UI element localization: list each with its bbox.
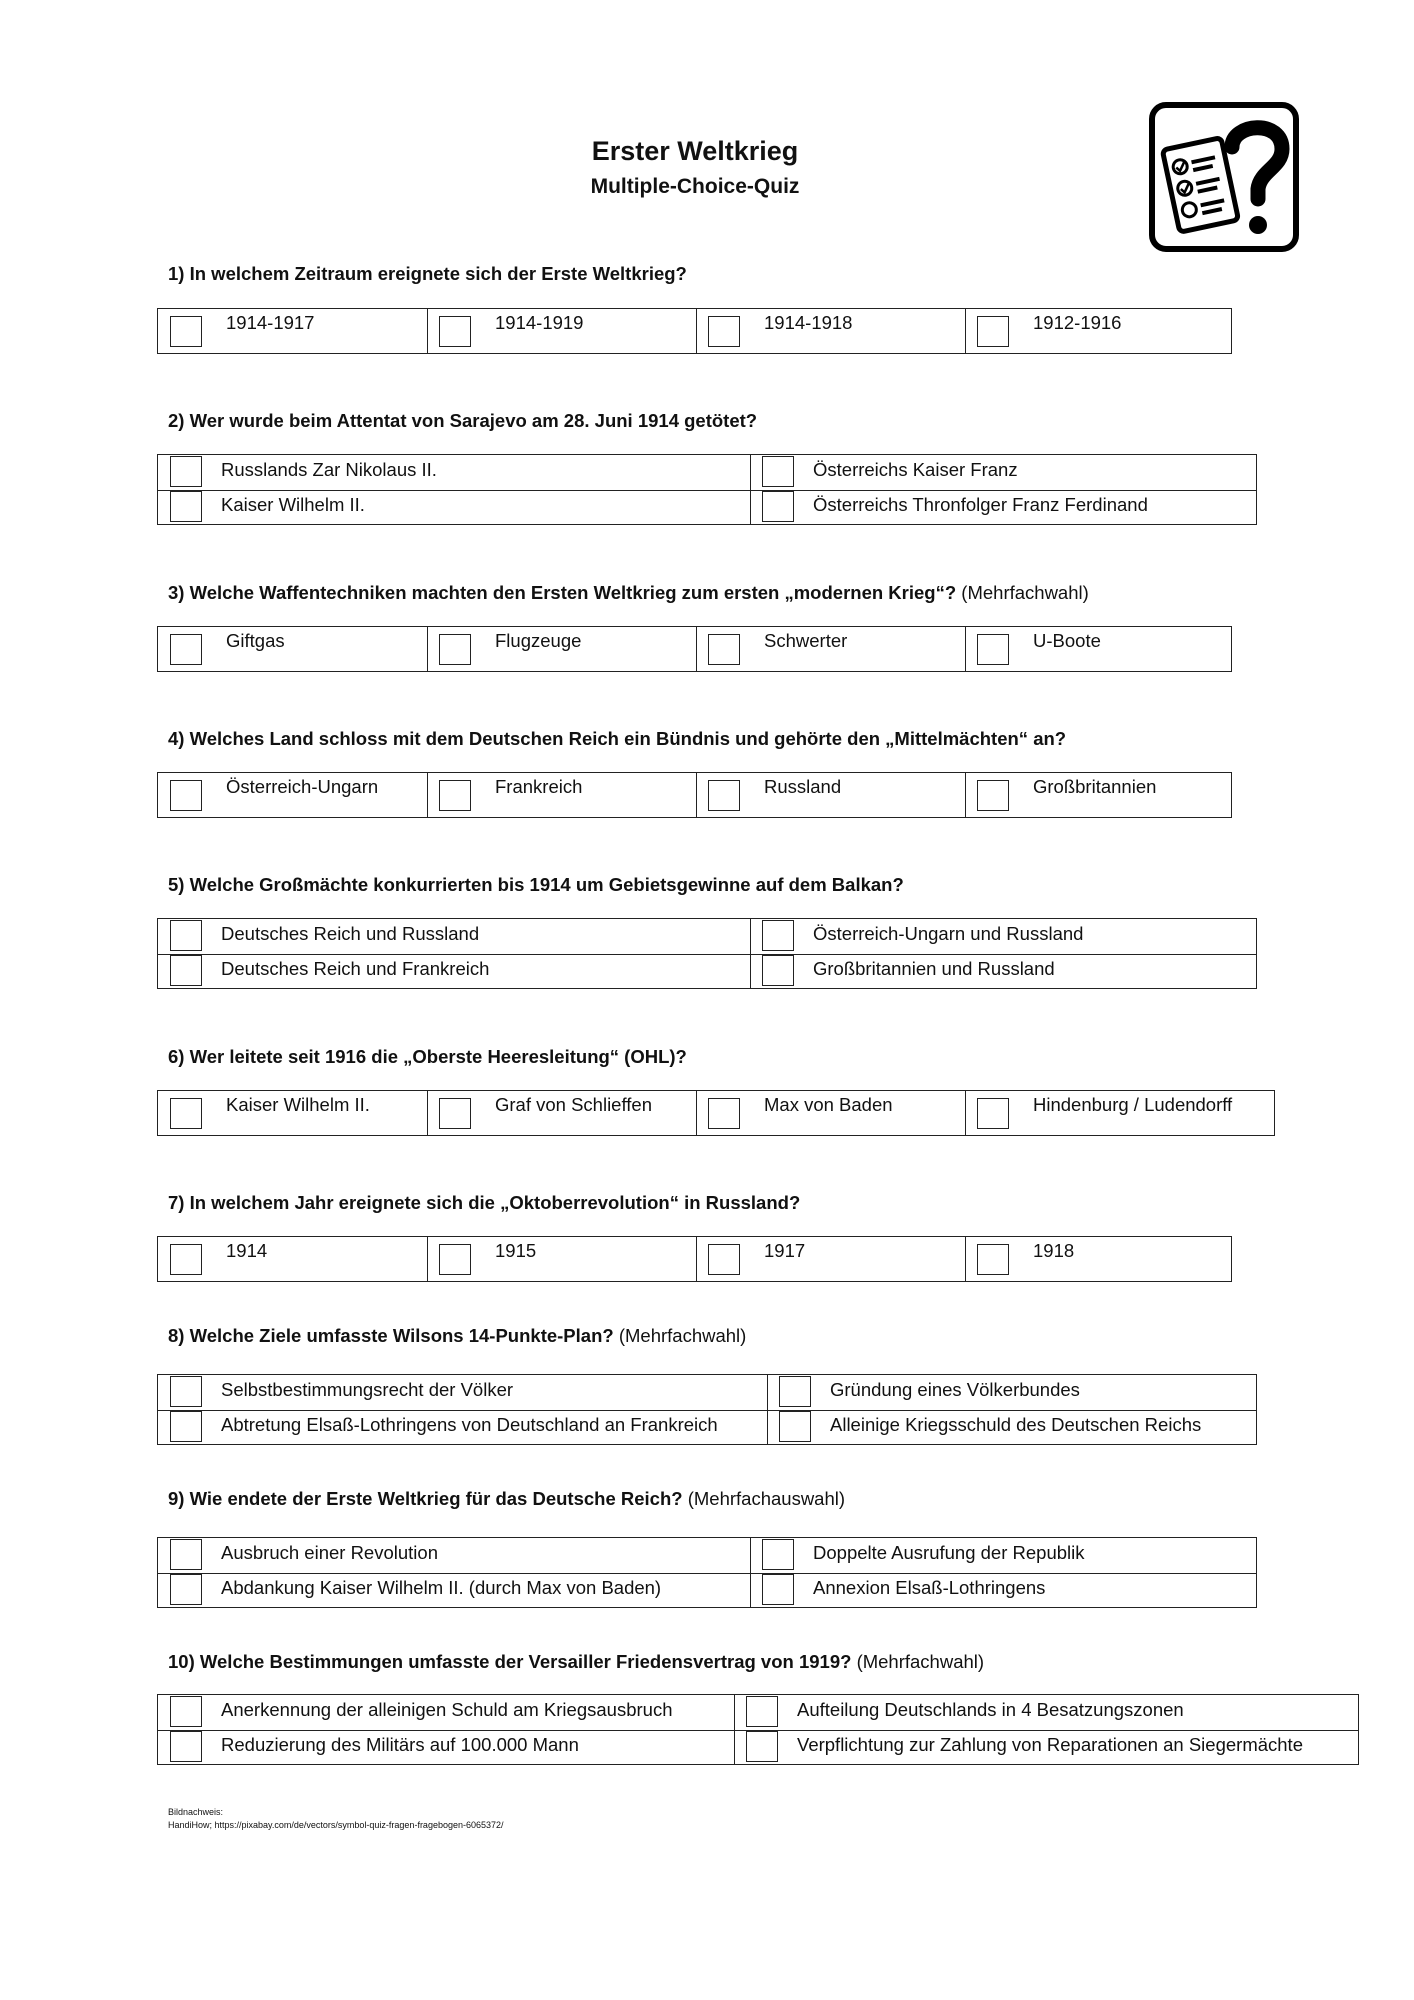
- answer-option-label: Graf von Schlieffen: [495, 1094, 652, 1115]
- question-text: Wer leitete seit 1916 die „Oberste Heeresleitung“ (OHL)?: [189, 1046, 687, 1067]
- question-note: (Mehrfachwahl): [961, 582, 1089, 603]
- answer-option-label: Hindenburg / Ludendorff: [1033, 1094, 1233, 1115]
- question-number: 7): [168, 1192, 185, 1213]
- answer-checkbox[interactable]: [708, 1098, 740, 1129]
- answer-option-label: Anerkennung der alleinigen Schuld am Kriegsausbruch: [221, 1699, 673, 1720]
- question-number: 4): [168, 728, 185, 749]
- answer-checkbox[interactable]: [977, 780, 1009, 811]
- answer-option: [696, 309, 853, 353]
- question-number: 6): [168, 1046, 185, 1067]
- answer-option-label: Flugzeuge: [495, 630, 582, 651]
- answer-option-label: Deutsches Reich und Russland: [221, 923, 480, 944]
- answer-checkbox[interactable]: [977, 1098, 1009, 1129]
- answer-table-4: [157, 772, 1232, 818]
- answer-checkbox[interactable]: [779, 1376, 811, 1407]
- answer-option: [750, 1538, 1085, 1573]
- answer-checkbox[interactable]: [977, 634, 1009, 665]
- answer-option-label: Reduzierung des Militärs auf 100.000 Mann: [221, 1734, 579, 1755]
- answer-option: [158, 309, 315, 353]
- answer-option-label: 1917: [764, 1240, 806, 1261]
- question-text: Wer wurde beim Attentat von Sarajevo am 28. Juni 1914 getötet?: [189, 410, 758, 431]
- answer-table-7: [157, 1236, 1232, 1282]
- question-text: In welchem Zeitraum ereignete sich der Erste Weltkrieg?: [189, 263, 687, 284]
- answer-table-3: [157, 626, 1232, 672]
- answer-option-label: 1912-1916: [1033, 312, 1122, 333]
- answer-option: [158, 919, 480, 954]
- question-text: Welche Bestimmungen umfasste der Versailler Friedensvertrag von 1919?: [199, 1651, 852, 1672]
- question-6: [168, 1046, 687, 1068]
- answer-checkbox[interactable]: [170, 634, 202, 665]
- answer-table-5: [157, 918, 1257, 989]
- answer-option: [158, 1237, 268, 1281]
- answer-option-label: Russlands Zar Nikolaus II.: [221, 459, 437, 480]
- answer-option-label: Schwerter: [764, 630, 848, 651]
- answer-option-label: Abtretung Elsaß-Lothringens von Deutschland an Frankreich: [221, 1414, 718, 1435]
- answer-checkbox[interactable]: [708, 316, 740, 347]
- answer-option: [158, 954, 490, 989]
- answer-option-label: Giftgas: [226, 630, 285, 651]
- answer-option: [696, 627, 848, 671]
- answer-option-label: 1915: [495, 1240, 537, 1261]
- quiz-questionnaire-icon: [1148, 101, 1300, 253]
- answer-checkbox[interactable]: [762, 1539, 794, 1570]
- answer-option-label: Frankreich: [495, 776, 583, 797]
- image-credit: [168, 1806, 504, 1832]
- answer-option: [734, 1695, 1184, 1730]
- question-number: 2): [168, 410, 185, 431]
- answer-option-label: U-Boote: [1033, 630, 1101, 651]
- question-number: 10): [168, 1651, 195, 1672]
- answer-checkbox[interactable]: [708, 634, 740, 665]
- answer-checkbox[interactable]: [762, 1574, 794, 1605]
- answer-option: [427, 309, 584, 353]
- answer-checkbox[interactable]: [170, 955, 202, 986]
- credit-text: HandiHow; https://pixabay.com/de/vectors/symbol-quiz-fragen-fragebogen-6065372/: [168, 1820, 504, 1830]
- answer-option: [158, 1695, 673, 1730]
- answer-option-label: Aufteilung Deutschlands in 4 Besatzungszonen: [797, 1699, 1184, 1720]
- question-number: 1): [168, 263, 185, 284]
- answer-option: [965, 1237, 1075, 1281]
- answer-checkbox[interactable]: [170, 1731, 202, 1762]
- answer-option-label: Österreichs Thronfolger Franz Ferdinand: [813, 494, 1148, 515]
- answer-checkbox[interactable]: [170, 316, 202, 347]
- question-2: [168, 410, 757, 432]
- answer-option: [427, 773, 583, 817]
- answer-option: [427, 1091, 652, 1135]
- question-number: 9): [168, 1488, 185, 1509]
- answer-option-label: Alleinige Kriegsschuld des Deutschen Reichs: [830, 1414, 1202, 1435]
- answer-option: [767, 1375, 1080, 1410]
- answer-checkbox[interactable]: [762, 456, 794, 487]
- question-3: [168, 582, 1089, 604]
- answer-option: [750, 455, 1018, 490]
- page-subtitle: Multiple-Choice-Quiz: [590, 175, 800, 198]
- answer-option-label: Russland: [764, 776, 842, 797]
- answer-checkbox[interactable]: [170, 1098, 202, 1129]
- answer-option: [696, 1237, 806, 1281]
- answer-option-label: Großbritannien und Russland: [813, 958, 1055, 979]
- answer-checkbox[interactable]: [170, 1376, 202, 1407]
- answer-checkbox[interactable]: [170, 1696, 202, 1727]
- answer-option: [696, 1091, 893, 1135]
- answer-option-label: Deutsches Reich und Frankreich: [221, 958, 490, 979]
- answer-option-label: Österreich-Ungarn und Russland: [813, 923, 1084, 944]
- answer-option: [965, 627, 1101, 671]
- page-title: Erster Weltkrieg: [591, 136, 799, 166]
- answer-checkbox[interactable]: [708, 1244, 740, 1275]
- question-text: Welche Großmächte konkurrierten bis 1914 um Gebietsgewinne auf dem Balkan?: [189, 874, 904, 895]
- answer-option: [158, 1375, 514, 1410]
- answer-checkbox[interactable]: [762, 955, 794, 986]
- answer-option: [750, 1573, 1046, 1608]
- answer-option: [158, 627, 285, 671]
- answer-option: [696, 773, 842, 817]
- answer-option-label: Ausbruch einer Revolution: [221, 1542, 438, 1563]
- answer-option-label: Verpflichtung zur Zahlung von Reparationen an Siegermächte: [797, 1734, 1303, 1755]
- answer-table-6: [157, 1090, 1275, 1136]
- answer-option-label: Großbritannien: [1033, 776, 1157, 797]
- question-text: Wie endete der Erste Weltkrieg für das Deutsche Reich?: [189, 1488, 683, 1509]
- question-number: 8): [168, 1325, 185, 1346]
- answer-checkbox[interactable]: [439, 1098, 471, 1129]
- answer-option: [965, 773, 1157, 817]
- answer-table-10: [157, 1694, 1359, 1765]
- answer-checkbox[interactable]: [977, 1244, 1009, 1275]
- question-5: [168, 874, 904, 896]
- answer-option: [158, 1538, 438, 1573]
- answer-option: [427, 1237, 537, 1281]
- answer-table-1: [157, 308, 1232, 354]
- answer-checkbox[interactable]: [439, 634, 471, 665]
- answer-checkbox[interactable]: [439, 780, 471, 811]
- question-number: 3): [168, 582, 185, 603]
- answer-option: [767, 1410, 1202, 1445]
- answer-checkbox[interactable]: [779, 1411, 811, 1442]
- question-9: [168, 1488, 845, 1510]
- answer-checkbox[interactable]: [439, 316, 471, 347]
- answer-option-label: Gründung eines Völkerbundes: [830, 1379, 1080, 1400]
- answer-option-label: Österreichs Kaiser Franz: [813, 459, 1018, 480]
- answer-option-label: Max von Baden: [764, 1094, 893, 1115]
- question-text: Welche Ziele umfasste Wilsons 14-Punkte-Plan?: [189, 1325, 614, 1346]
- answer-option: [750, 954, 1055, 989]
- answer-checkbox[interactable]: [170, 1539, 202, 1570]
- answer-option: [158, 1091, 370, 1135]
- answer-option: [158, 1410, 718, 1445]
- answer-table-8: [157, 1374, 1257, 1445]
- answer-option: [965, 309, 1122, 353]
- question-note: (Mehrfachauswahl): [687, 1488, 846, 1509]
- question-1: [168, 263, 687, 285]
- answer-option: [965, 1091, 1233, 1135]
- answer-checkbox[interactable]: [746, 1731, 778, 1762]
- answer-option: [158, 1730, 579, 1765]
- answer-option: [158, 1573, 662, 1608]
- question-10: [168, 1651, 984, 1673]
- answer-option: [427, 627, 582, 671]
- question-note: (Mehrfachwahl): [856, 1651, 985, 1672]
- answer-option: [750, 919, 1084, 954]
- answer-checkbox[interactable]: [170, 1574, 202, 1605]
- answer-option-label: Abdankung Kaiser Wilhelm II. (durch Max von Baden): [221, 1577, 662, 1598]
- answer-checkbox[interactable]: [170, 920, 202, 951]
- answer-option-label: Österreich-Ungarn: [226, 776, 379, 797]
- answer-checkbox[interactable]: [170, 491, 202, 522]
- answer-option-label: Selbstbestimmungsrecht der Völker: [221, 1379, 514, 1400]
- answer-checkbox[interactable]: [439, 1244, 471, 1275]
- answer-checkbox[interactable]: [170, 456, 202, 487]
- answer-option: [158, 773, 379, 817]
- answer-checkbox[interactable]: [170, 1244, 202, 1275]
- question-8: [168, 1325, 746, 1347]
- answer-option-label: Annexion Elsaß-Lothringens: [813, 1577, 1046, 1598]
- answer-table-2: [157, 454, 1257, 525]
- answer-checkbox[interactable]: [762, 920, 794, 951]
- question-text: In welchem Jahr ereignete sich die „Oktoberrevolution“ in Russland?: [189, 1192, 801, 1213]
- answer-option-label: 1914-1918: [764, 312, 853, 333]
- answer-option-label: 1914-1917: [226, 312, 315, 333]
- answer-option: [158, 455, 437, 490]
- answer-checkbox[interactable]: [170, 780, 202, 811]
- answer-option-label: 1918: [1033, 1240, 1075, 1261]
- question-note: (Mehrfachwahl): [618, 1325, 747, 1346]
- answer-option-label: Kaiser Wilhelm II.: [221, 494, 365, 515]
- question-text: Welche Waffentechniken machten den Ersten Weltkrieg zum ersten „modernen Krieg“?: [189, 582, 957, 603]
- credit-label: Bildnachweis:: [168, 1807, 224, 1817]
- answer-checkbox[interactable]: [762, 491, 794, 522]
- answer-checkbox[interactable]: [170, 1411, 202, 1442]
- answer-option-label: 1914: [226, 1240, 268, 1261]
- answer-option: [734, 1730, 1303, 1765]
- answer-checkbox[interactable]: [708, 780, 740, 811]
- answer-option: [750, 490, 1148, 525]
- answer-checkbox[interactable]: [746, 1696, 778, 1727]
- question-text: Welches Land schloss mit dem Deutschen Reich ein Bündnis und gehörte den „Mittelmächten“ an?: [189, 728, 1067, 749]
- answer-option-label: Kaiser Wilhelm II.: [226, 1094, 370, 1115]
- answer-option-label: Doppelte Ausrufung der Republik: [813, 1542, 1085, 1563]
- answer-table-9: [157, 1537, 1257, 1608]
- question-4: [168, 728, 1066, 750]
- question-7: [168, 1192, 800, 1214]
- answer-option: [158, 490, 365, 525]
- answer-checkbox[interactable]: [977, 316, 1009, 347]
- answer-option-label: 1914-1919: [495, 312, 584, 333]
- question-number: 5): [168, 874, 185, 895]
